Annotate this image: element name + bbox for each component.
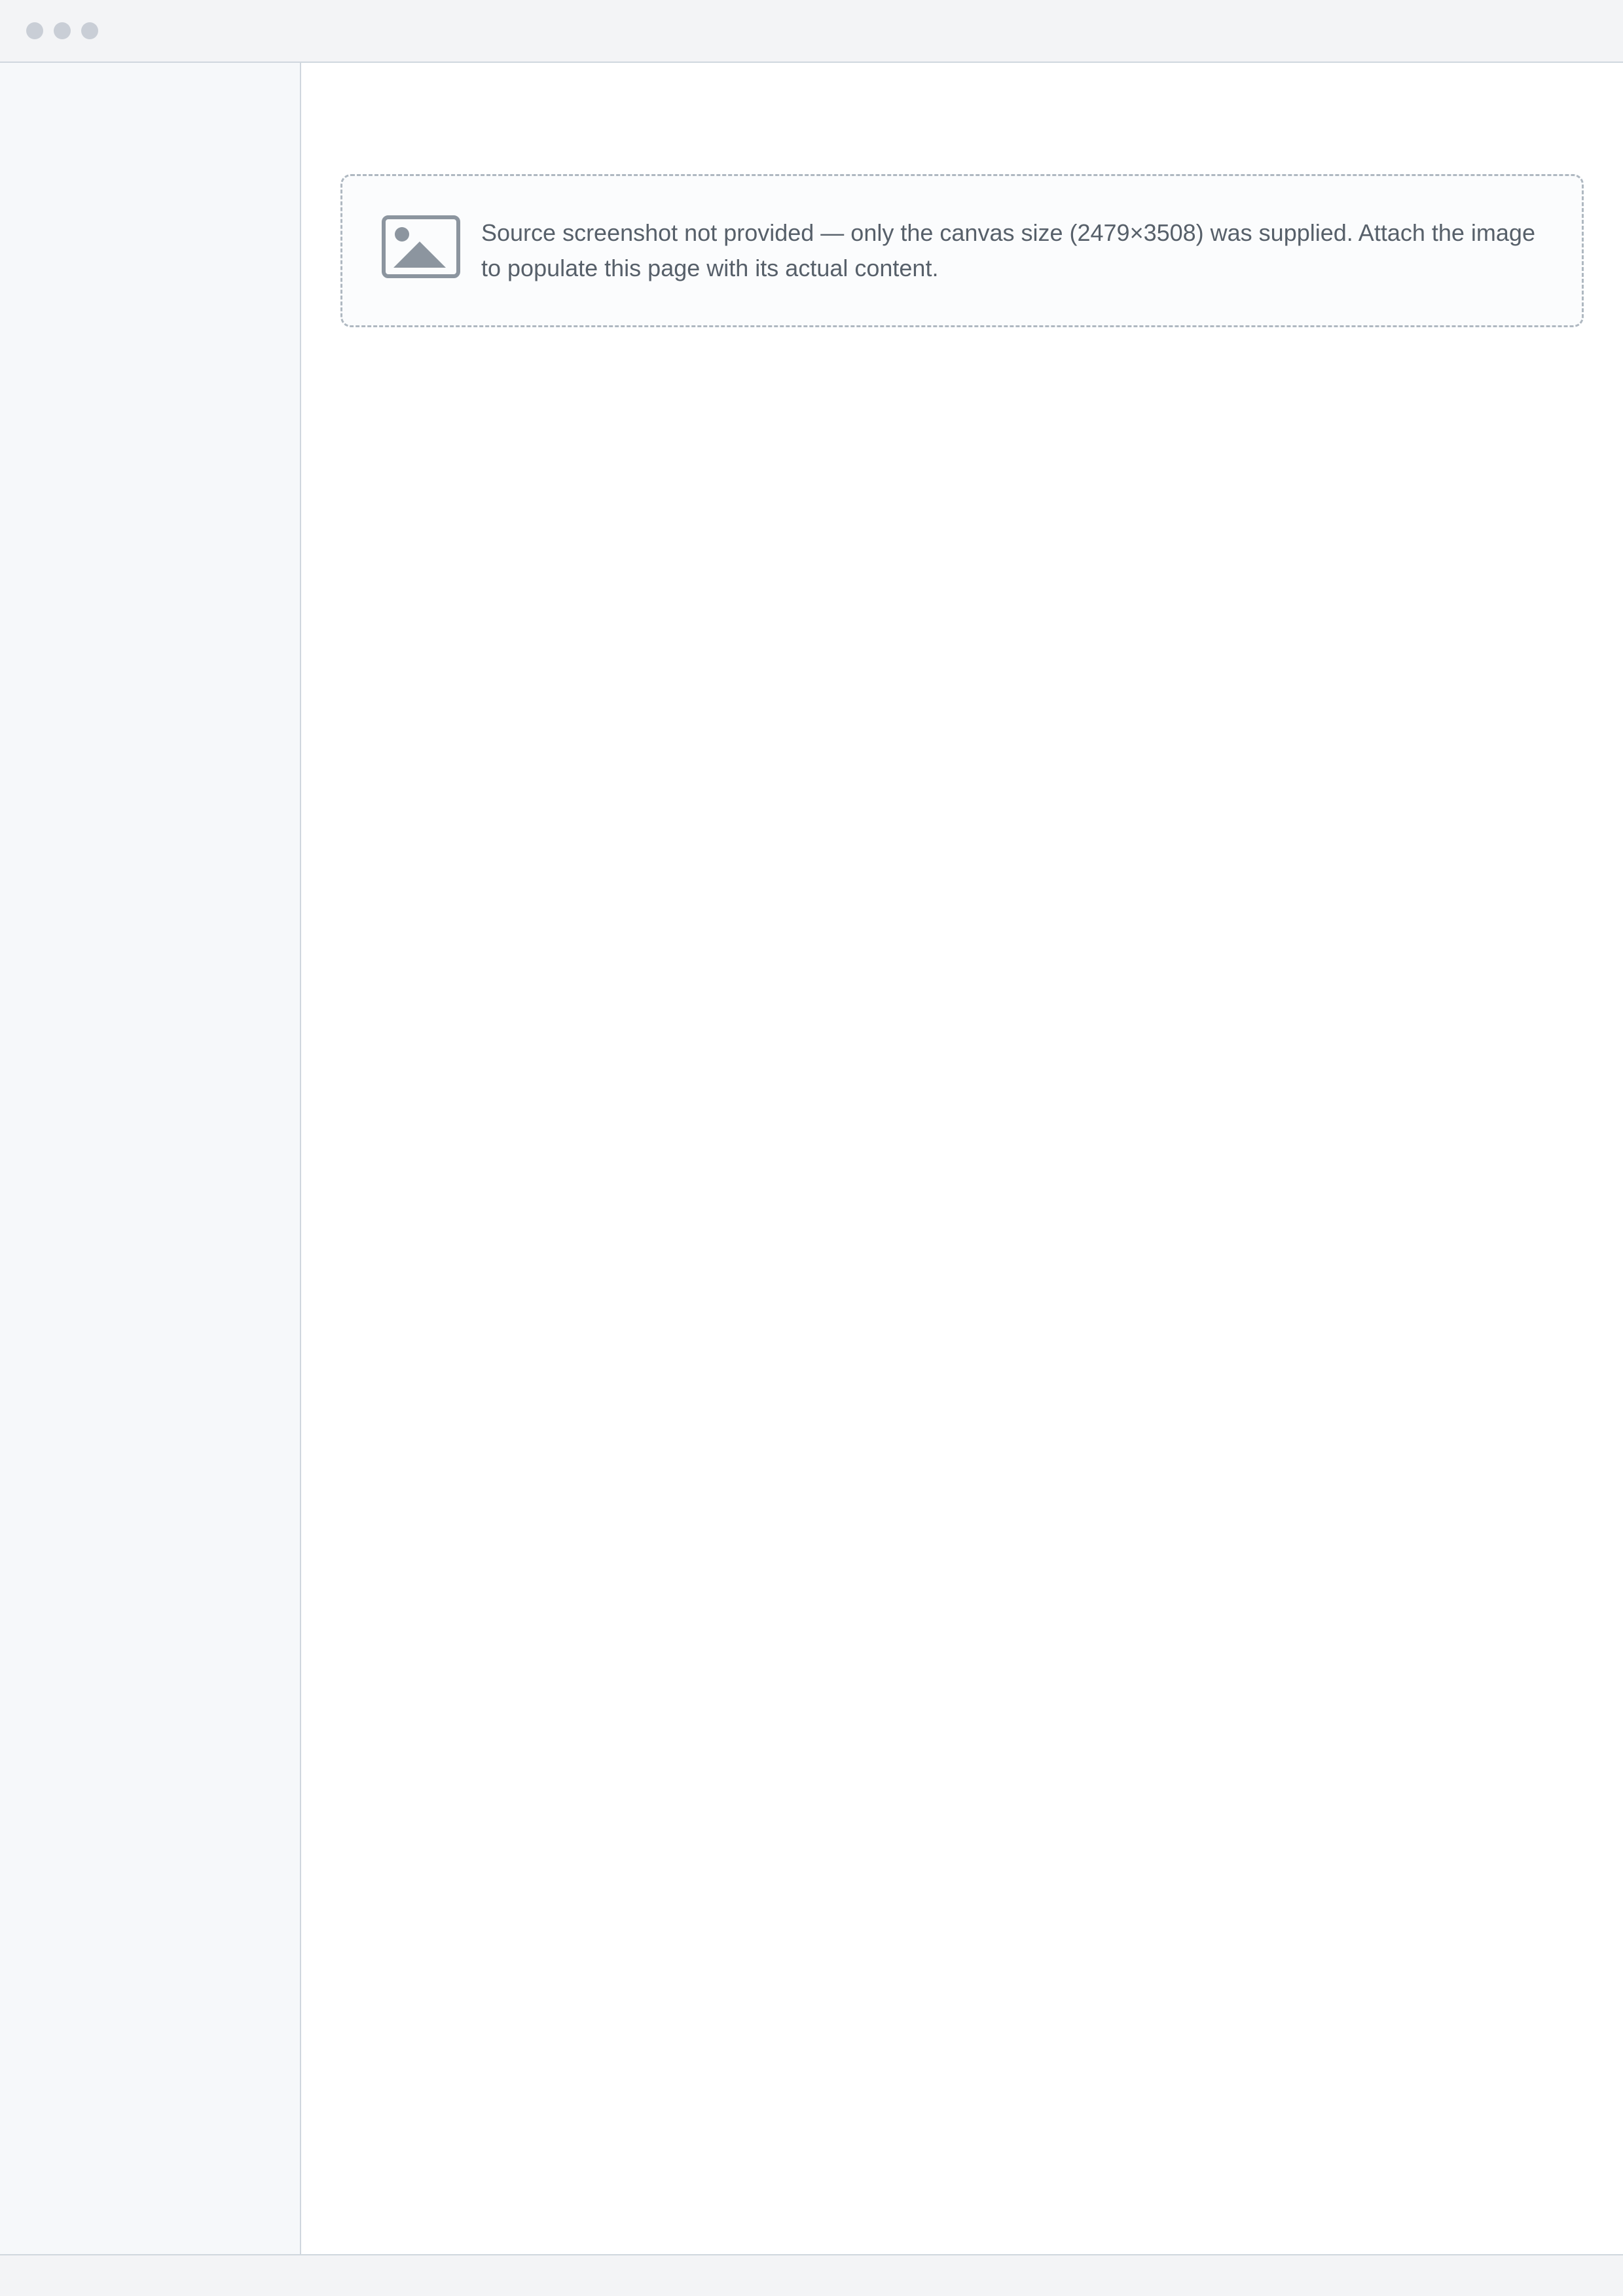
window-controls [26,22,98,39]
page-title [340,102,1584,148]
close-window-button[interactable] [26,22,43,39]
notice-text: Source screenshot not provided — only the canvas size (2479×3508) was supplied. Attach the image to populate this page with its actual content. [481,219,1535,281]
title-bar [0,0,1623,63]
main-area [0,63,1623,2254]
missing-image-notice [340,174,1584,327]
maximize-window-button[interactable] [81,22,98,39]
sidebar [0,63,301,2254]
minimize-window-button[interactable] [54,22,71,39]
content-pane [301,63,1623,2254]
image-icon [382,215,460,278]
status-bar [0,2254,1623,2296]
